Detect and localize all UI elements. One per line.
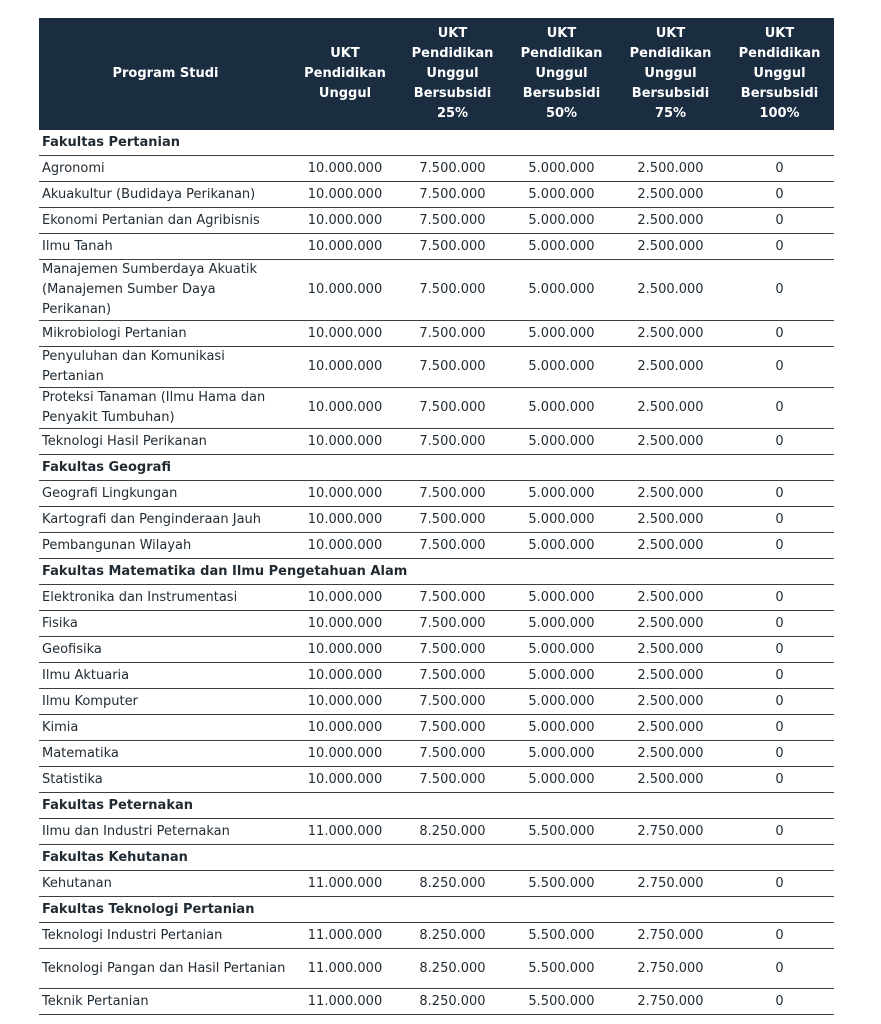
fee-value: 0	[725, 260, 834, 321]
fee-value: 10.000.000	[292, 741, 398, 767]
program-name: Teknik Pertanian	[39, 989, 292, 1015]
faculty-name: Fakultas Matematika dan Ilmu Pengetahuan Alam	[39, 559, 834, 585]
program-name: Ilmu dan Industri Peternakan	[39, 819, 292, 845]
table-row	[39, 871, 834, 897]
table-body	[39, 130, 834, 1015]
ukt-table	[39, 18, 834, 1015]
fee-value: 5.000.000	[507, 507, 616, 533]
fee-value: 5.000.000	[507, 611, 616, 637]
fee-value: 5.000.000	[507, 715, 616, 741]
fee-value: 7.500.000	[398, 208, 507, 234]
fee-value: 0	[725, 208, 834, 234]
fee-value: 10.000.000	[292, 260, 398, 321]
fee-value: 0	[725, 611, 834, 637]
fee-value: 7.500.000	[398, 156, 507, 182]
fee-value: 2.500.000	[616, 663, 725, 689]
header-line: 25%	[436, 106, 469, 121]
fee-value: 11.000.000	[292, 949, 398, 989]
fee-value: 0	[725, 989, 834, 1015]
fee-value: 5.000.000	[507, 637, 616, 663]
table-row	[39, 741, 834, 767]
program-name: Manajemen Sumberdaya Akuatik (Manajemen Sumber Daya Perikanan)	[39, 260, 292, 321]
faculty-name: Fakultas Pertanian	[39, 130, 834, 156]
program-name: Agronomi	[39, 156, 292, 182]
fee-value: 0	[725, 347, 834, 388]
fee-value: 10.000.000	[292, 388, 398, 429]
fee-value: 5.000.000	[507, 156, 616, 182]
fee-value: 0	[725, 533, 834, 559]
fee-value: 5.000.000	[507, 533, 616, 559]
fee-value: 0	[725, 949, 834, 989]
faculty-row	[39, 130, 834, 156]
fee-value: 7.500.000	[398, 182, 507, 208]
fee-value: 2.500.000	[616, 388, 725, 429]
fee-value: 5.500.000	[507, 949, 616, 989]
header-line: UKT	[330, 46, 360, 61]
fee-value: 10.000.000	[292, 347, 398, 388]
fee-value: 5.000.000	[507, 767, 616, 793]
program-name: Mikrobiologi Pertanian	[39, 321, 292, 347]
header-ukt-unggul	[292, 18, 398, 130]
fee-value: 10.000.000	[292, 321, 398, 347]
table-row	[39, 767, 834, 793]
fee-value: 10.000.000	[292, 767, 398, 793]
table-header	[39, 18, 834, 130]
fee-value: 7.500.000	[398, 481, 507, 507]
fee-value: 10.000.000	[292, 234, 398, 260]
faculty-name: Fakultas Peternakan	[39, 793, 834, 819]
fee-value: 0	[725, 388, 834, 429]
fee-value: 2.500.000	[616, 234, 725, 260]
header-line: Unggul	[318, 86, 372, 101]
fee-value: 0	[725, 182, 834, 208]
header-line: Bersubsidi	[413, 86, 492, 101]
table-row	[39, 663, 834, 689]
fee-value: 0	[725, 715, 834, 741]
fee-value: 0	[725, 741, 834, 767]
fee-value: 10.000.000	[292, 156, 398, 182]
table-row	[39, 611, 834, 637]
fee-value: 11.000.000	[292, 923, 398, 949]
faculty-row	[39, 793, 834, 819]
fee-value: 0	[725, 819, 834, 845]
program-name: Kartografi dan Penginderaan Jauh	[39, 507, 292, 533]
fee-value: 7.500.000	[398, 663, 507, 689]
fee-value: 2.500.000	[616, 689, 725, 715]
fee-value: 0	[725, 321, 834, 347]
faculty-row	[39, 845, 834, 871]
fee-value: 5.000.000	[507, 260, 616, 321]
fee-value: 2.500.000	[616, 767, 725, 793]
fee-value: 2.500.000	[616, 481, 725, 507]
program-name: Teknologi Hasil Perikanan	[39, 429, 292, 455]
header-line: Unggul	[753, 66, 806, 81]
fee-value: 5.500.000	[507, 819, 616, 845]
fee-value: 2.750.000	[616, 923, 725, 949]
program-name: Kehutanan	[39, 871, 292, 897]
program-name: Ilmu Tanah	[39, 234, 292, 260]
faculty-row	[39, 455, 834, 481]
table-row	[39, 260, 834, 321]
fee-value: 0	[725, 234, 834, 260]
program-name: Teknologi Industri Pertanian	[39, 923, 292, 949]
header-line: Pendidikan	[304, 66, 386, 81]
program-name: Proteksi Tanaman (Ilmu Hama dan Penyakit Tumbuhan)	[39, 388, 292, 429]
header-line: Pendidikan	[629, 46, 712, 61]
table-row	[39, 208, 834, 234]
fee-value: 11.000.000	[292, 819, 398, 845]
fee-value: 10.000.000	[292, 637, 398, 663]
fee-value: 0	[725, 923, 834, 949]
fee-value: 7.500.000	[398, 321, 507, 347]
fee-value: 0	[725, 585, 834, 611]
table-row	[39, 949, 834, 989]
program-name: Ekonomi Pertanian dan Agribisnis	[39, 208, 292, 234]
fee-value: 2.500.000	[616, 347, 725, 388]
faculty-name: Fakultas Geografi	[39, 455, 834, 481]
header-line: UKT	[437, 26, 468, 41]
header-line: Program Studi	[112, 66, 219, 81]
fee-value: 8.250.000	[398, 819, 507, 845]
faculty-name: Fakultas Teknologi Pertanian	[39, 897, 834, 923]
program-name: Elektronika dan Instrumentasi	[39, 585, 292, 611]
program-name: Akuakultur (Budidaya Perikanan)	[39, 182, 292, 208]
fee-value: 5.000.000	[507, 182, 616, 208]
program-name: Kimia	[39, 715, 292, 741]
fee-value: 0	[725, 689, 834, 715]
fee-value: 5.500.000	[507, 989, 616, 1015]
fee-value: 0	[725, 767, 834, 793]
fee-value: 5.000.000	[507, 429, 616, 455]
table-row	[39, 388, 834, 429]
fee-value: 2.750.000	[616, 989, 725, 1015]
header-ukt-50	[507, 18, 616, 130]
fee-value: 10.000.000	[292, 689, 398, 715]
table-row	[39, 689, 834, 715]
fee-value: 2.500.000	[616, 156, 725, 182]
fee-value: 2.500.000	[616, 741, 725, 767]
fee-value: 7.500.000	[398, 260, 507, 321]
program-name: Geografi Lingkungan	[39, 481, 292, 507]
fee-value: 2.500.000	[616, 715, 725, 741]
fee-value: 5.000.000	[507, 234, 616, 260]
fee-value: 0	[725, 481, 834, 507]
table-row	[39, 234, 834, 260]
fee-value: 2.500.000	[616, 182, 725, 208]
fee-value: 11.000.000	[292, 989, 398, 1015]
fee-value: 2.750.000	[616, 819, 725, 845]
fee-value: 7.500.000	[398, 585, 507, 611]
fee-value: 7.500.000	[398, 741, 507, 767]
fee-value: 0	[725, 156, 834, 182]
header-ukt-100	[725, 18, 834, 130]
header-ukt-25	[398, 18, 507, 130]
ukt-table-container	[39, 18, 833, 1015]
fee-value: 11.000.000	[292, 871, 398, 897]
fee-value: 7.500.000	[398, 388, 507, 429]
table-row	[39, 156, 834, 182]
table-row	[39, 533, 834, 559]
program-name: Ilmu Komputer	[39, 689, 292, 715]
fee-value: 5.000.000	[507, 663, 616, 689]
fee-value: 2.500.000	[616, 507, 725, 533]
fee-value: 2.500.000	[616, 611, 725, 637]
fee-value: 7.500.000	[398, 715, 507, 741]
header-line: 100%	[759, 106, 800, 121]
fee-value: 10.000.000	[292, 611, 398, 637]
table-row	[39, 182, 834, 208]
faculty-row	[39, 559, 834, 585]
fee-value: 2.750.000	[616, 949, 725, 989]
fee-value: 5.000.000	[507, 321, 616, 347]
header-line: UKT	[546, 26, 577, 41]
header-row	[39, 18, 834, 130]
header-line: Pendidikan	[520, 46, 603, 61]
program-name: Statistika	[39, 767, 292, 793]
table-row	[39, 715, 834, 741]
header-program-studi	[39, 18, 292, 130]
fee-value: 5.000.000	[507, 208, 616, 234]
fee-value: 2.500.000	[616, 321, 725, 347]
program-name: Geofisika	[39, 637, 292, 663]
fee-value: 10.000.000	[292, 429, 398, 455]
fee-value: 7.500.000	[398, 533, 507, 559]
fee-value: 10.000.000	[292, 182, 398, 208]
fee-value: 8.250.000	[398, 989, 507, 1015]
fee-value: 10.000.000	[292, 208, 398, 234]
fee-value: 7.500.000	[398, 429, 507, 455]
program-name: Penyuluhan dan Komunikasi Pertanian	[39, 347, 292, 388]
header-line: Pendidikan	[411, 46, 494, 61]
fee-value: 10.000.000	[292, 507, 398, 533]
fee-value: 8.250.000	[398, 871, 507, 897]
fee-value: 7.500.000	[398, 507, 507, 533]
program-name: Matematika	[39, 741, 292, 767]
header-line: Unggul	[644, 66, 697, 81]
fee-value: 7.500.000	[398, 347, 507, 388]
table-row	[39, 585, 834, 611]
fee-value: 8.250.000	[398, 923, 507, 949]
fee-value: 0	[725, 429, 834, 455]
program-name: Pembangunan Wilayah	[39, 533, 292, 559]
header-line: Bersubsidi	[522, 86, 601, 101]
table-row	[39, 347, 834, 388]
fee-value: 5.500.000	[507, 871, 616, 897]
header-line: 75%	[654, 106, 687, 121]
fee-value: 7.500.000	[398, 767, 507, 793]
table-row	[39, 989, 834, 1015]
fee-value: 2.500.000	[616, 429, 725, 455]
fee-value: 10.000.000	[292, 715, 398, 741]
header-ukt-75	[616, 18, 725, 130]
fee-value: 10.000.000	[292, 533, 398, 559]
fee-value: 7.500.000	[398, 689, 507, 715]
program-name: Teknologi Pangan dan Hasil Pertanian	[39, 949, 292, 989]
fee-value: 2.500.000	[616, 208, 725, 234]
header-line: 50%	[545, 106, 578, 121]
fee-value: 5.000.000	[507, 689, 616, 715]
table-row	[39, 321, 834, 347]
faculty-name: Fakultas Kehutanan	[39, 845, 834, 871]
faculty-row	[39, 897, 834, 923]
fee-value: 2.750.000	[616, 871, 725, 897]
fee-value: 0	[725, 871, 834, 897]
header-line: UKT	[764, 26, 795, 41]
fee-value: 7.500.000	[398, 234, 507, 260]
program-name: Fisika	[39, 611, 292, 637]
header-line: Bersubsidi	[740, 86, 819, 101]
fee-value: 5.000.000	[507, 741, 616, 767]
fee-value: 7.500.000	[398, 611, 507, 637]
header-line: Pendidikan	[738, 46, 821, 61]
header-line: Unggul	[535, 66, 588, 81]
table-row	[39, 923, 834, 949]
fee-value: 0	[725, 637, 834, 663]
table-row	[39, 637, 834, 663]
header-line: Unggul	[426, 66, 479, 81]
fee-value: 2.500.000	[616, 637, 725, 663]
fee-value: 5.000.000	[507, 585, 616, 611]
table-row	[39, 507, 834, 533]
fee-value: 8.250.000	[398, 949, 507, 989]
fee-value: 5.000.000	[507, 347, 616, 388]
fee-value: 5.500.000	[507, 923, 616, 949]
fee-value: 7.500.000	[398, 637, 507, 663]
fee-value: 0	[725, 663, 834, 689]
fee-value: 10.000.000	[292, 481, 398, 507]
fee-value: 10.000.000	[292, 663, 398, 689]
header-line: Bersubsidi	[631, 86, 710, 101]
fee-value: 5.000.000	[507, 388, 616, 429]
program-name: Ilmu Aktuaria	[39, 663, 292, 689]
header-line: UKT	[655, 26, 686, 41]
fee-value: 2.500.000	[616, 533, 725, 559]
fee-value: 2.500.000	[616, 585, 725, 611]
table-row	[39, 429, 834, 455]
fee-value: 0	[725, 507, 834, 533]
table-row	[39, 819, 834, 845]
fee-value: 10.000.000	[292, 585, 398, 611]
table-row	[39, 481, 834, 507]
fee-value: 2.500.000	[616, 260, 725, 321]
fee-value: 5.000.000	[507, 481, 616, 507]
